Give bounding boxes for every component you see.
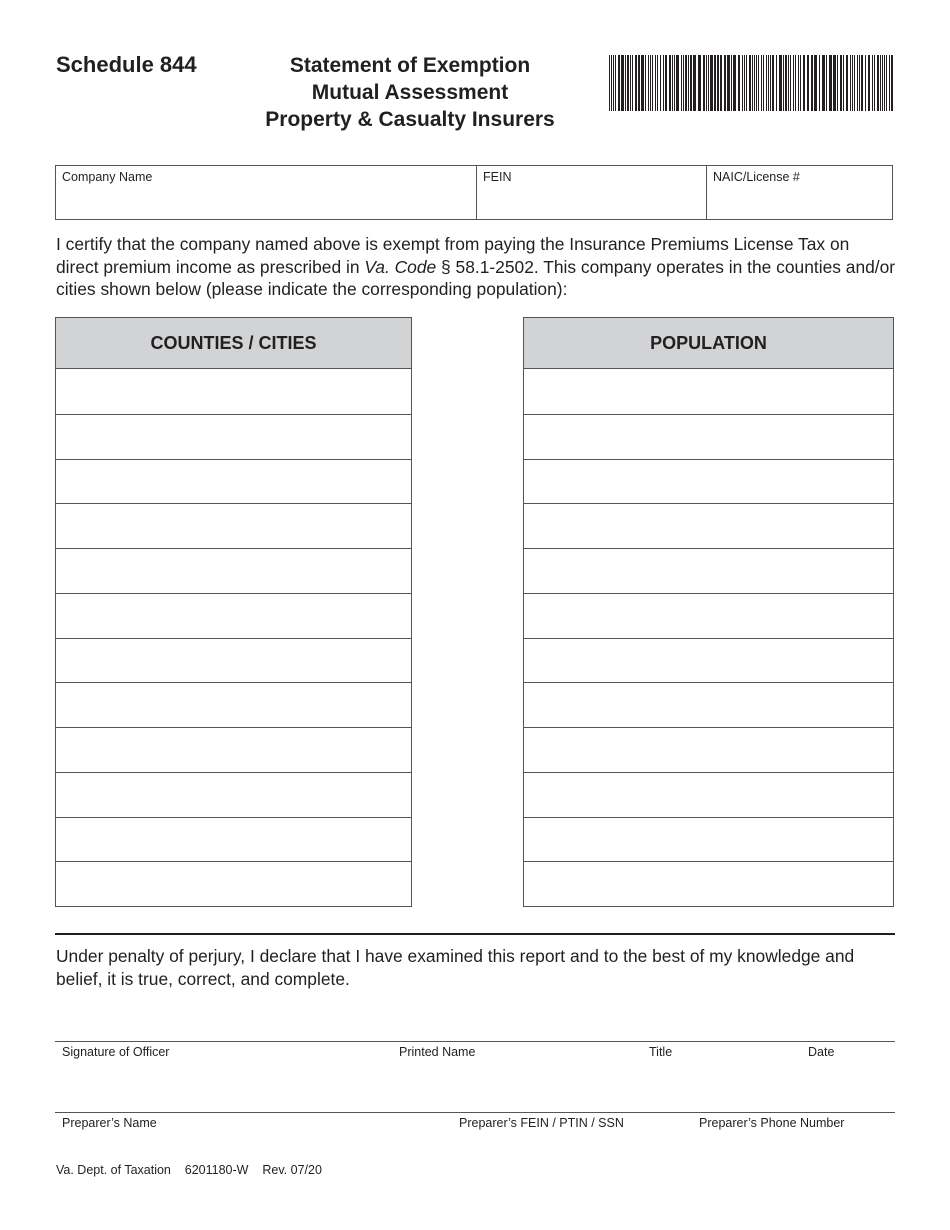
population-row[interactable] [524,459,893,504]
company-name-field[interactable] [56,166,476,219]
county-row[interactable] [56,593,411,638]
signature-line[interactable] [55,1041,895,1042]
certify-code-reference: Va. Code [364,256,437,277]
county-row[interactable] [56,414,411,459]
date-label: Date [808,1045,835,1059]
population-row[interactable] [524,727,893,772]
preparer-line[interactable] [55,1112,895,1113]
counties-cities-table [55,317,412,907]
county-row[interactable] [56,369,411,414]
county-row[interactable] [56,817,411,862]
population-row[interactable] [524,369,893,414]
fein-label: FEIN [483,170,512,184]
company-info-box [55,165,893,220]
perjury-declaration: Under penalty of perjury, I declare that I have examined this report and to the best of my knowledge and belief, it is true, correct, and complete. [56,946,855,989]
preparer-name-label: Preparer’s Name [62,1116,157,1130]
certification-statement [56,233,896,301]
county-row[interactable] [56,861,411,906]
population-row[interactable] [524,772,893,817]
naic-license-field[interactable] [706,166,892,219]
company-name-label: Company Name [62,170,153,184]
population-row[interactable] [524,503,893,548]
form-title-line-2: Mutual Assessment [311,81,509,104]
county-row[interactable] [56,772,411,817]
population-row[interactable] [524,861,893,906]
form-title [250,52,570,133]
form-title-line-3: Property & Casualty Insurers [265,108,555,131]
population-row[interactable] [524,682,893,727]
county-row[interactable] [56,459,411,504]
population-row[interactable] [524,638,893,683]
population-row[interactable] [524,548,893,593]
schedule-number: Schedule 844 [56,52,197,77]
county-row[interactable] [56,503,411,548]
county-row[interactable] [56,548,411,593]
title-label: Title [649,1045,673,1059]
form-footer: Va. Dept. of Taxation 6201180-W Rev. 07/20 [56,1163,322,1177]
county-row[interactable] [56,638,411,683]
section-divider [55,933,895,935]
county-row[interactable] [56,727,411,772]
certify-text-part-1: I certify that the company named above is exempt from paying the Insurance Premiums License Tax on direct premium income as prescribed in [56,234,850,277]
county-row[interactable] [56,682,411,727]
population-row[interactable] [524,593,893,638]
population-row[interactable] [524,817,893,862]
fein-field[interactable] [476,166,706,219]
counties-cities-header: COUNTIES / CITIES [56,318,411,369]
preparer-phone-label: Preparer’s Phone Number [699,1116,845,1130]
naic-license-label: NAIC/License # [713,170,800,184]
signature-of-officer-label: Signature of Officer [62,1045,170,1059]
certify-text-part-2: § 58.1-2502. This company operates in the counties and/or cities shown below (please indicate the corresponding population): [56,256,896,299]
preparer-id-label: Preparer’s FEIN / PTIN / SSN [459,1116,624,1130]
population-row[interactable] [524,414,893,459]
population-table [523,317,894,907]
form-title-line-1: Statement of Exemption [289,54,531,77]
printed-name-label: Printed Name [399,1045,476,1059]
barcode-icon [609,55,893,111]
population-header: POPULATION [524,318,893,369]
